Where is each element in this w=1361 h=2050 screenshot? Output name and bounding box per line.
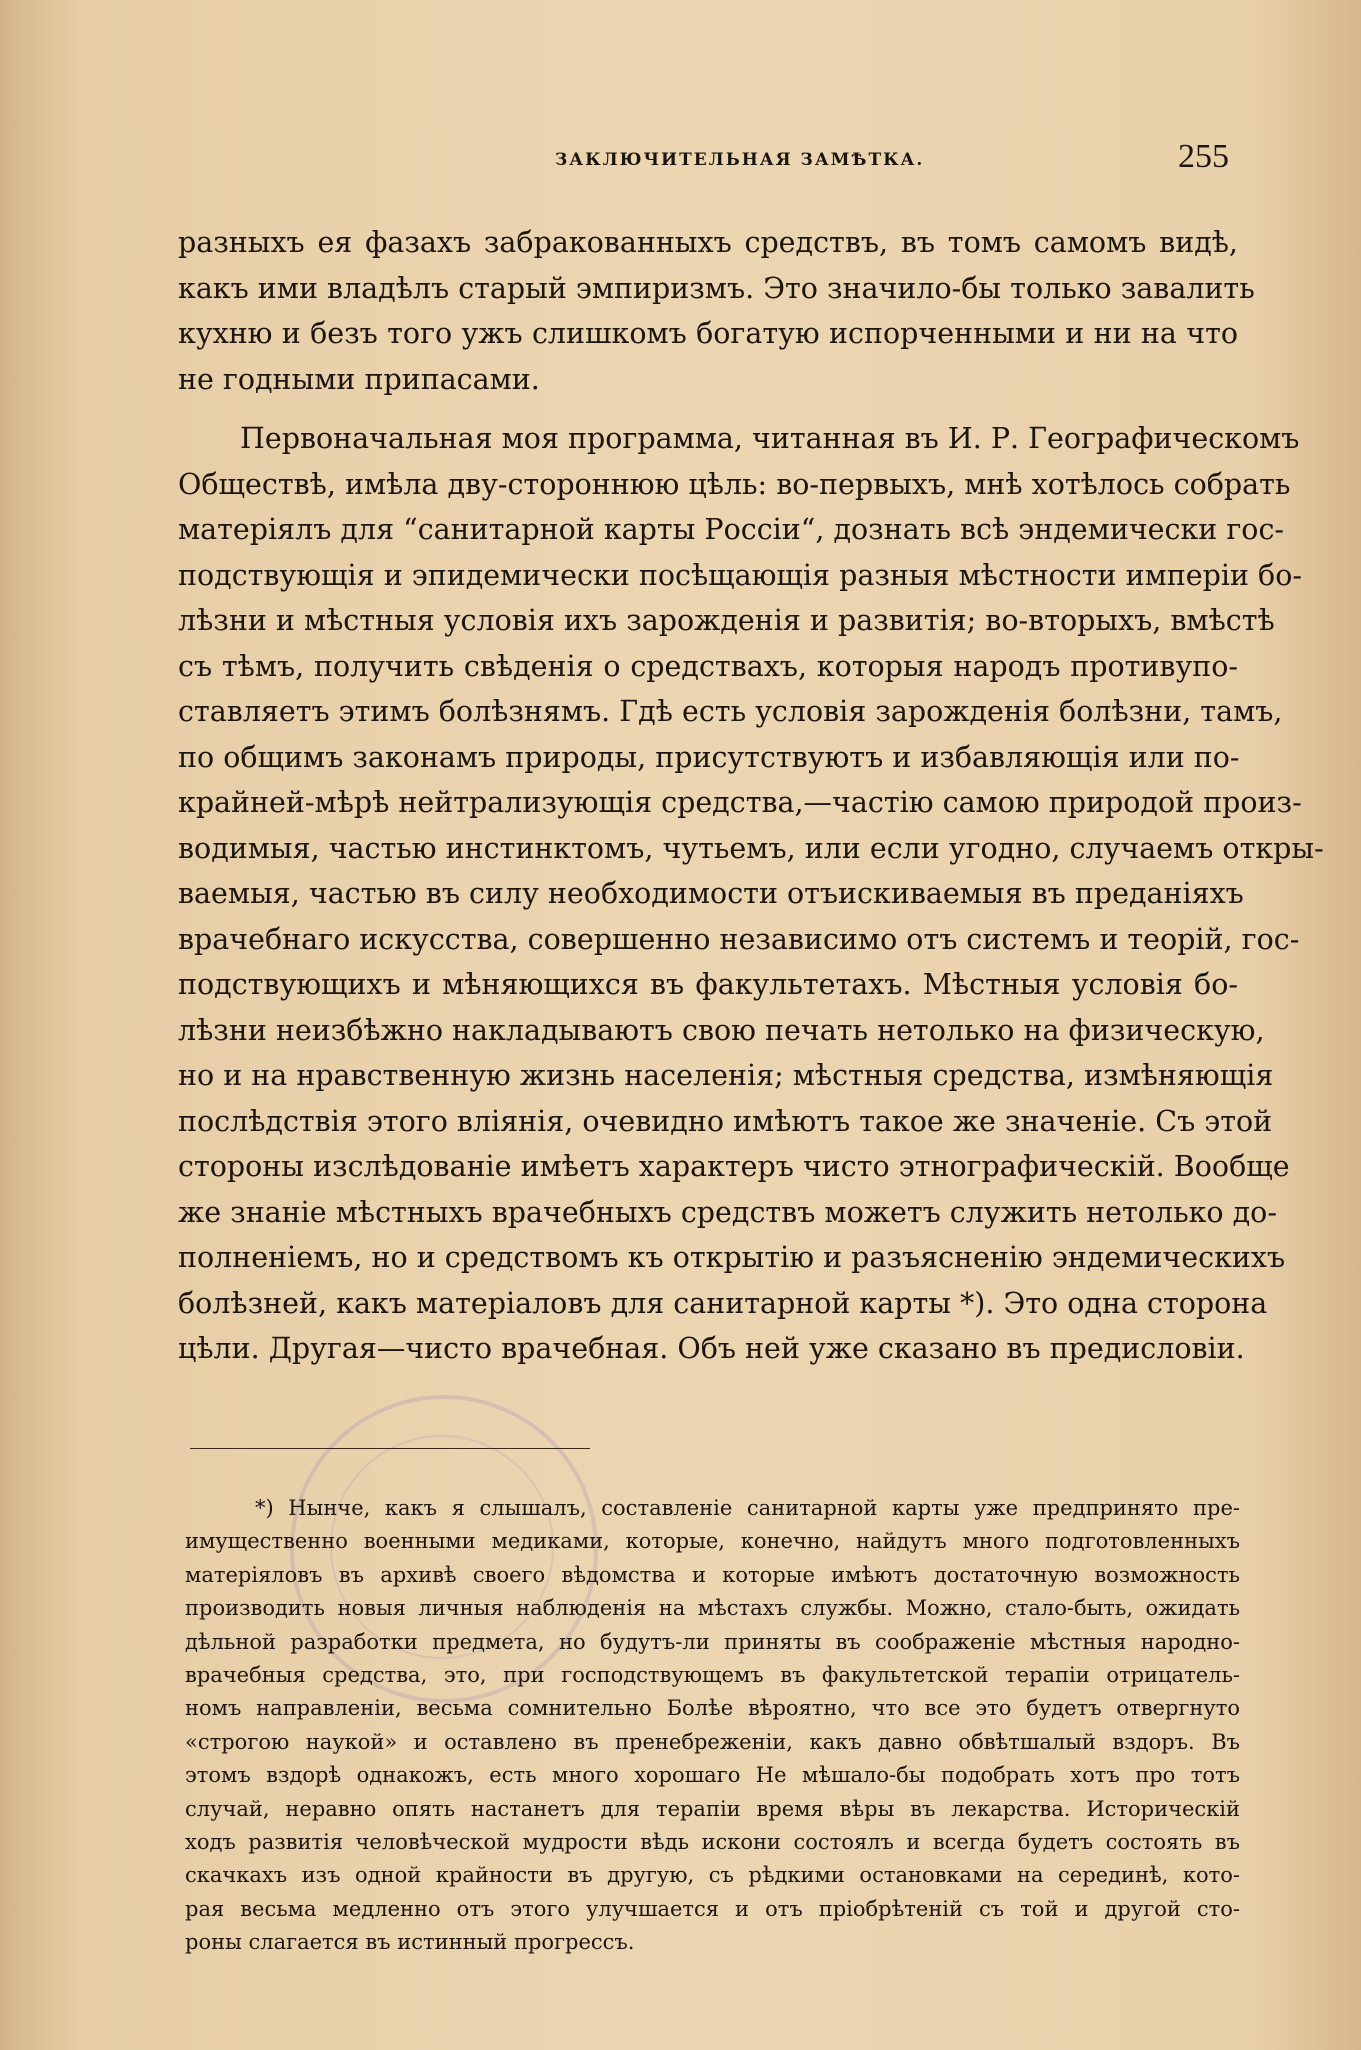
main-text <box>178 220 1324 1372</box>
text-line: подствующихъ и мѣняющихся въ факультетахъ. Мѣстныя условія бо- <box>178 968 1238 1001</box>
footnote-line: матеріяловъ въ архивѣ своего вѣдомства и которые имѣютъ достаточную возможность <box>185 1562 1240 1587</box>
text-line: матеріялъ для “санитарной карты Россіи“, дознать всѣ эндемически гос- <box>178 513 1285 546</box>
text-line: Первоначальная моя программа, читанная въ И. Р. Географическомъ <box>240 422 1300 455</box>
text-line: разныхъ ея фазахъ забракованныхъ средствъ, въ томъ самомъ видѣ, <box>178 226 1238 259</box>
text-line: водимыя, частью инстинктомъ, чутьемъ, или если угодно, случаемъ откры- <box>178 831 1324 865</box>
text-line: послѣдствія этого вліянія, очевидно имѣютъ такое же значеніе. Съ этой <box>178 1104 1273 1138</box>
footnote-separator <box>190 1448 590 1449</box>
text-line: съ тѣмъ, получить свѣденія о средствахъ, которыя народъ противупо- <box>178 649 1238 683</box>
footnote-line: роны слагается въ истинный прогрессъ. <box>185 1930 635 1955</box>
footnote-line: «строгою наукой» и оставлено въ пренебреженіи, какъ давно обвѣтшалый вздоръ. Въ <box>185 1729 1240 1754</box>
page-number: 255 <box>1178 138 1229 175</box>
text-line: ставляетъ этимъ болѣзнямъ. Гдѣ есть условія зарожденія болѣзни, тамъ, <box>178 695 1283 728</box>
footnote-line: этомъ вздорѣ однакожъ, есть много хорошаго Не мѣшало-бы подобрать хотъ про тотъ <box>185 1763 1240 1788</box>
text-line: ваемыя, частью въ силу необходимости отъискиваемыя въ преданіяхъ <box>178 877 1244 910</box>
text-line: подствующія и эпидемически посѣщающія разныя мѣстности имперіи бо- <box>178 558 1302 592</box>
text-line: кухню и безъ того ужъ слишкомъ богатую испорченными и ни на что <box>178 317 1238 350</box>
footnote-line: ходъ развитія человѣческой мудрости вѣдь искони состоялъ и всегда будетъ состоять въ <box>185 1829 1240 1854</box>
text-line: же знаніе мѣстныхъ врачебныхъ средствъ можетъ служить нетолько до- <box>178 1195 1277 1229</box>
text-line: цѣли. Другая—чисто врачебная. Объ ней уже сказано въ предисловіи. <box>178 1332 1245 1365</box>
footnote-line: дѣльной разработки предмета, но будутъ-ли приняты въ соображеніе мѣстныя народно- <box>185 1629 1240 1654</box>
text-line: крайней-мѣрѣ нейтрализующія средства,—частію самою природой произ- <box>178 786 1302 819</box>
footnote-line: имущественно военными медиками, которые, конечно, найдутъ много подготовленныхъ <box>185 1529 1240 1554</box>
text-line: но и на нравственную жизнь населенія; мѣстныя средства, измѣняющія <box>178 1059 1274 1092</box>
text-line: лѣзни неизбѣжно накладываютъ свою печать нетолько на физическую, <box>178 1013 1265 1047</box>
footnote <box>185 1492 1240 1959</box>
footnote-line: врачебныя средства, это, при господствующемъ въ факультетской терапіи отрицатель- <box>185 1662 1240 1687</box>
text-line: полненіемъ, но и средствомъ къ открытію и разъясненію эндемическихъ <box>178 1241 1286 1274</box>
footnote-line: производить новыя личныя наблюденія на мѣстахъ службы. Можно, стало-быть, ожидать <box>185 1596 1240 1621</box>
footnote-line: номъ направленіи, весьма сомнительно Болѣе вѣроятно, что все это будетъ отвергнуто <box>185 1696 1240 1721</box>
text-line: какъ ими владѣлъ старый эмпиризмъ. Это значило-бы только завалить <box>178 271 1255 305</box>
footnote-line: скачкахъ изъ одной крайности въ другую, съ рѣдкими остановками на серединѣ, кото- <box>185 1863 1240 1888</box>
text-line: врачебнаго искусства, совершенно независимо отъ системъ и теорій, гос- <box>178 922 1300 956</box>
text-line: болѣзней, какъ матеріаловъ для санитарной карты *). Это одна сторона <box>178 1286 1268 1320</box>
text-line: не годными припасами. <box>178 362 540 396</box>
footnote-line: рая весьма медленно отъ этого улучшается и отъ пріобрѣтеній съ той и другой сто- <box>185 1896 1240 1921</box>
footnote-line: случай, неравно опять настанетъ для терапіи время вѣры въ лекарства. Историческій <box>185 1796 1240 1821</box>
text-line: стороны изслѣдованіе имѣетъ характеръ чисто этнографическій. Вообще <box>178 1150 1290 1183</box>
text-line: по общимъ законамъ природы, присутствуютъ и избавляющія или по- <box>178 740 1240 774</box>
footnote-line: *) Нынче, какъ я слышалъ, составленіе санитарной карты уже предпринято пре- <box>255 1496 1240 1520</box>
text-line: лѣзни и мѣстныя условія ихъ зарожденія и развитія; во-вторыхъ, вмѣстѣ <box>178 604 1275 637</box>
text-line: Обществѣ, имѣла дву-стороннюю цѣль: во-первыхъ, мнѣ хотѣлось собрать <box>178 467 1291 501</box>
running-title: ЗАКЛЮЧИТЕЛЬНАЯ ЗАМѢТКА. <box>555 150 925 170</box>
